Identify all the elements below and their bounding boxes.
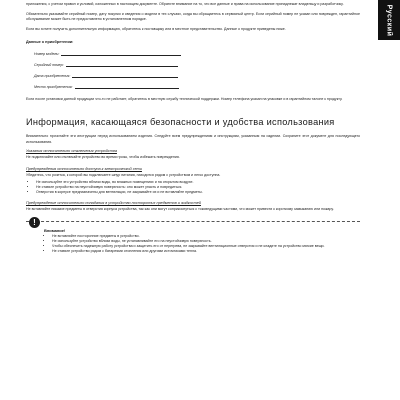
form-line-date[interactable] [72, 72, 178, 78]
list-item: • Не ставьте устройство на неустойчивую поверхность: оно может упасть и повредиться. [36, 185, 360, 190]
after-form-paragraph: Если после установки данной продукции что-то не работает, обратитесь в местную службу технической поддержки. Номер телефона указан на упаковке и в гарантийном талоне к продукту. [26, 97, 343, 102]
subheading-foreign-objects: Предупреждение относительно попадания в устройство посторонних предметов и жидкостей [26, 201, 201, 206]
list-item: • Не используйте это устройство вблизи воды, во влажных помещениях и на открытом воздухе. [36, 180, 360, 185]
form-line-model[interactable] [61, 50, 181, 56]
intro-paragraph-2: Обязательно указывайте серийный номер, дату покупки и сведения о модели в тех случаях, когда вы обращаетесь в сервисный центр. Если серийный номер не указан или поврежден, гарантийное обслуживание может быть не предоставлено в установленном порядке. [26, 11, 360, 22]
intro-paragraph-1: приложения, с учетом правил и условий, изложенных в настоящем документе. Обратите внимание на то, что все данные и права на использование принадлежат владельцу и разработчику. [26, 2, 344, 6]
list-item: • Не вставляйте посторонние предметы в устройство. [52, 234, 360, 239]
document-page [26, 0, 360, 400]
list-item: • Не используйте устройство вблизи воды, не устанавливайте его на неустойчивую поверхность. [52, 239, 360, 244]
list-item: • Чтобы обеспечить надежную работу устройства и защитить его от перегрева, не закрывайте вентиляционные отверстия и не кладите на устройство мягкие вещи. [52, 244, 360, 249]
safety-bullet-list [26, 180, 360, 195]
form-label-serial: Серийный номер: [34, 63, 64, 68]
warning-title: Внимание! [44, 227, 66, 233]
form-row-place [34, 82, 360, 89]
subheading-disconnect-text: Не подключайте или отключайте устройство во время грозы, чтобы избежать повреждения. [26, 155, 180, 160]
section-title: Информация, касающаяся безопасности и удобства использования [26, 116, 335, 127]
list-item: • Отверстия в корпусе предназначены для вентиляции, не закрывайте их и не вставляйте предметы. [36, 190, 360, 195]
list-item: • Не ставьте устройство рядом с батареями отопления или другими источниками тепла. [52, 249, 360, 254]
form-title: Данные о приобретении: [26, 40, 74, 45]
form-row-model [34, 49, 360, 56]
warning-list [44, 234, 360, 254]
form-line-serial[interactable] [66, 61, 178, 67]
subheading-power-access-text: Убедитесь, что розетка, к которой вы подключаете шнур питания, находится рядом с устройством и легко доступна. [26, 172, 221, 177]
form-row-serial [34, 60, 360, 67]
purchase-form [26, 40, 360, 89]
form-line-place[interactable] [75, 83, 179, 89]
form-row-date [34, 71, 360, 78]
language-tab-label: Русский [385, 4, 393, 36]
warning-note [26, 217, 360, 254]
section-intro: Внимательно прочитайте эти инструкции перед использованием изделия. Следуйте всем предупреждениям и инструкциям, указанным на изделии. Сохраните этот документ для последующего использования. [26, 133, 360, 144]
warning-icon: ! [29, 217, 40, 228]
subheading-foreign-objects-text: Не вставляйте никакие предметы в отверстия корпуса устройства, так как они могут соприкоснуться с токоведущими частями, что может привести к короткому замыканию или пожару. [26, 207, 334, 212]
subheading-power-access: Предупреждения относительно доступа к электрической сети [26, 166, 142, 171]
form-label-place: Место приобретения: [34, 85, 73, 90]
form-label-model: Номер модели: [34, 52, 60, 57]
language-side-tab [378, 0, 400, 40]
intro-paragraph-3: Если вы хотите получить дополнительную информацию, обратитесь к поставщику или в местное представительство. Данные о продукте приведены ниже. [26, 26, 286, 31]
form-label-date: Дата приобретения: [34, 74, 71, 79]
subheading-disconnect: Указания относительно отключения устройства [26, 149, 117, 154]
